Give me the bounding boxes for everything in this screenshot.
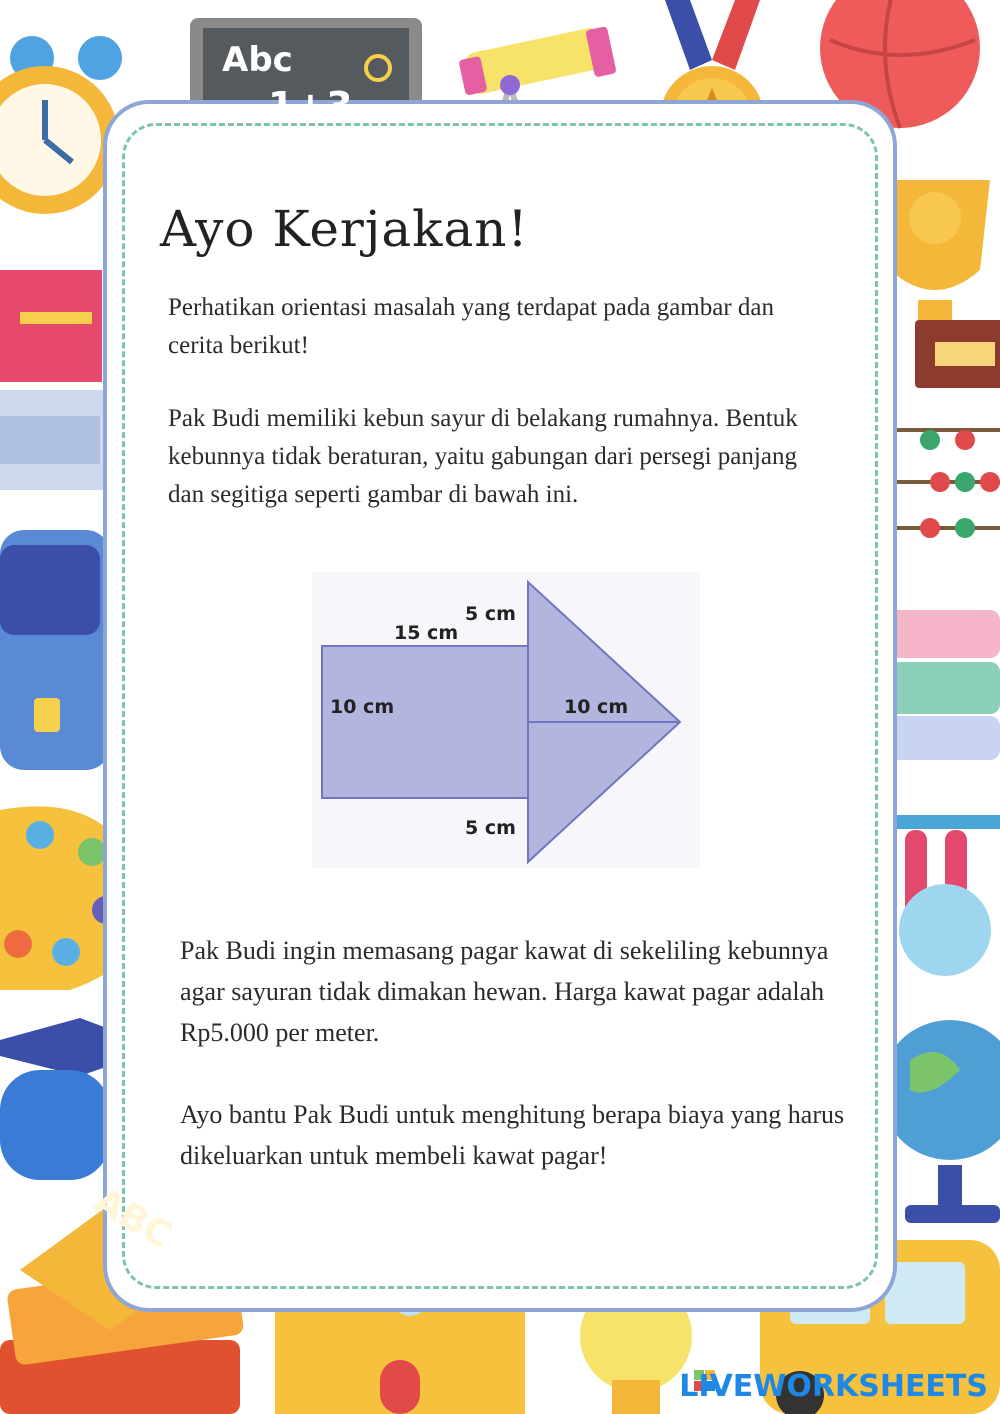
backpack-icon <box>0 530 110 770</box>
label-left-height: 10 cm <box>330 696 395 718</box>
garden-shape-figure <box>312 572 700 868</box>
label-top-extension: 5 cm <box>465 603 516 625</box>
page-title: Ayo Kerjakan! <box>160 200 529 258</box>
story-paragraph: Pak Budi memiliki kebun sayur di belakang rumahnya. Bentuk kebunnya tidak beraturan, yaitu gabungan dari persegi panjang dan segitiga seperti gambar di bawah ini. <box>168 405 798 508</box>
book-icon <box>0 270 102 382</box>
label-triangle-height: 10 cm <box>564 696 629 718</box>
chalkboard-text-2: 1+3 <box>268 84 353 128</box>
intro-paragraph: Perhatikan orientasi masalah yang terdapat pada gambar dan cerita berikut! <box>168 294 775 359</box>
trophy-icon <box>880 180 1000 388</box>
label-bottom-extension: 5 cm <box>465 817 516 839</box>
chalkboard-text-1: Abc <box>222 40 293 80</box>
abacus-icon <box>890 430 1000 538</box>
watermark-text[interactable]: LIVEWORKSHEETS <box>679 1369 988 1404</box>
test-tubes-icon <box>880 815 1000 976</box>
book-cover-text: ABC <box>87 1180 179 1257</box>
fence-paragraph: Pak Budi ingin memasang pagar kawat di sekeliling kebunnya agar sayuran tidak dimakan hewan. Harga kawat pagar adalah Rp5.000 per meter. <box>180 936 829 1047</box>
rectangle-part <box>322 646 528 798</box>
label-top-length: 15 cm <box>394 622 459 644</box>
task-paragraph: Ayo bantu Pak Budi untuk menghitung berapa biaya yang harus dikeluarkan untuk membeli kawat pagar! <box>180 1100 845 1170</box>
globe-icon <box>880 1020 1000 1223</box>
laptop-icon <box>0 390 108 490</box>
